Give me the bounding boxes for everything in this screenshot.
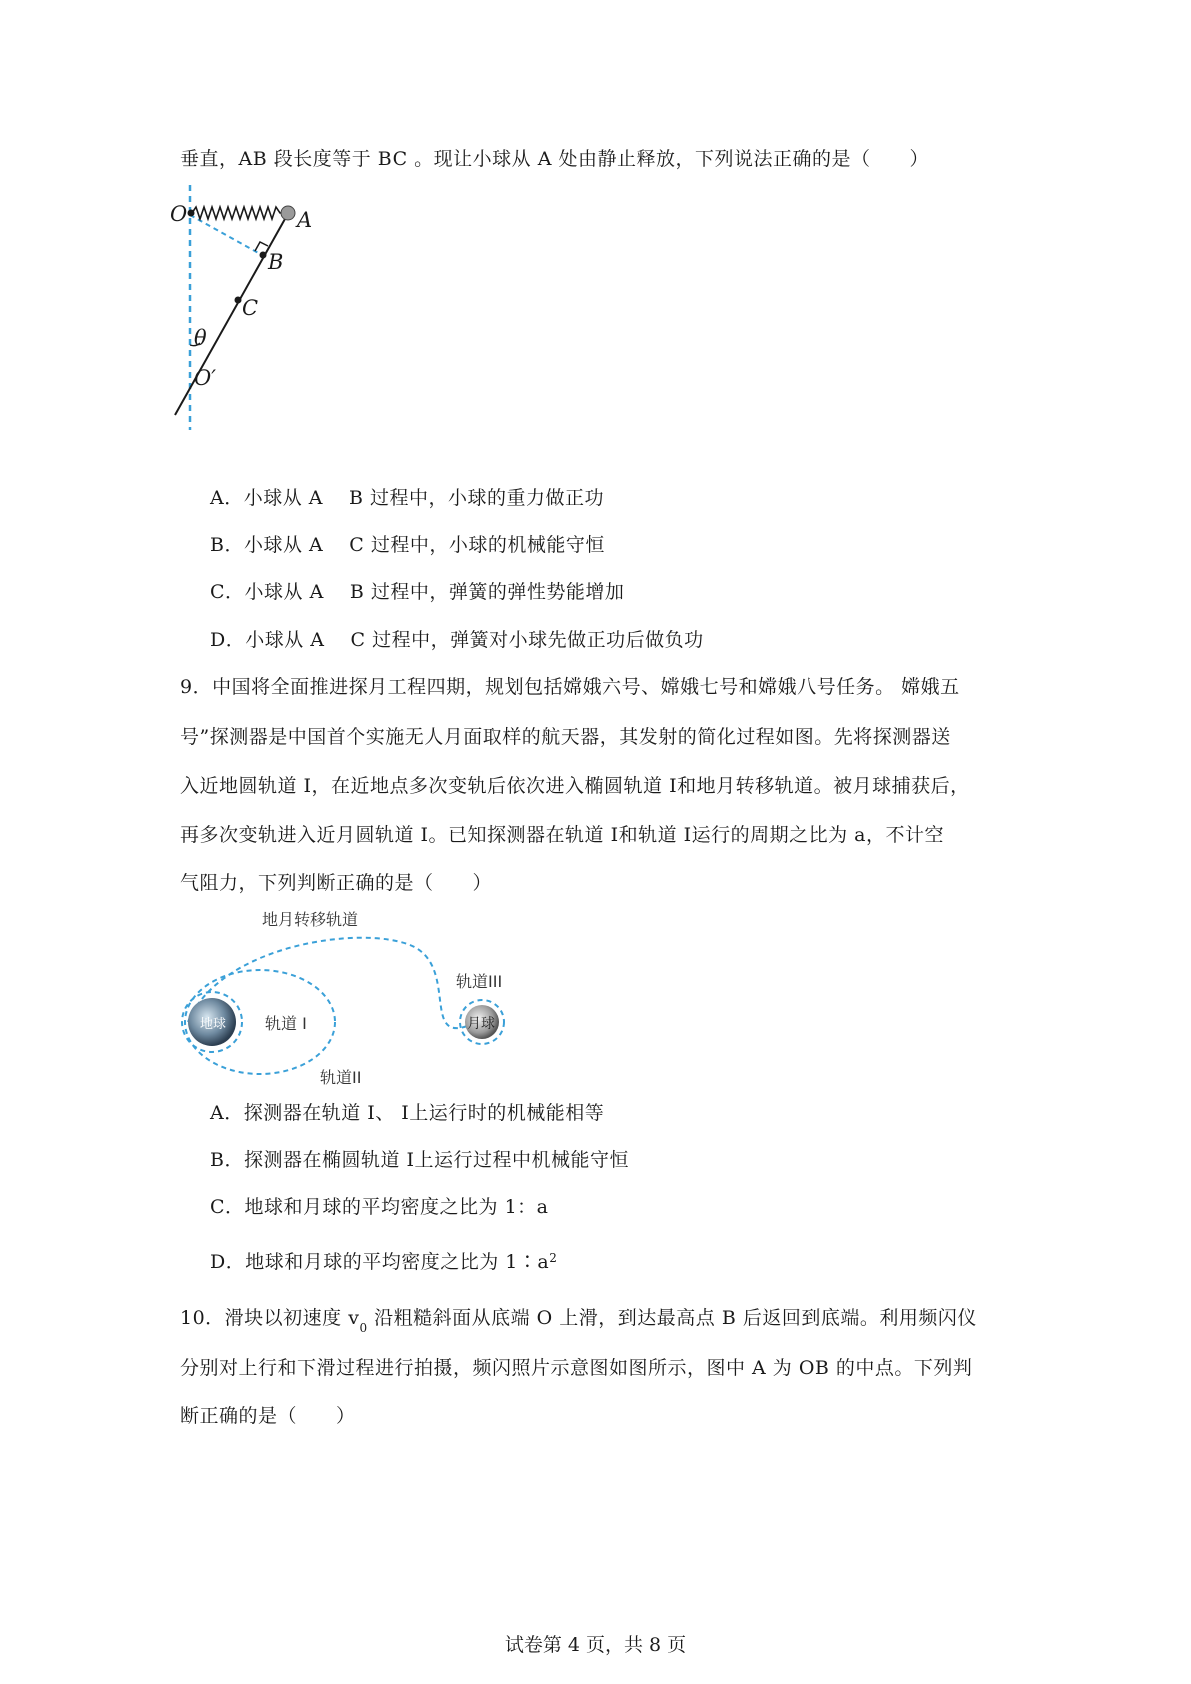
ball-a <box>281 206 295 220</box>
q8-option-c: C．小球从 A B 过程中，弹簧的弹性势能增加 <box>210 581 625 603</box>
q9-option-a: A．探测器在轨道 I、 I上运行时的机械能相等 <box>210 1102 605 1124</box>
q9-option-d-exponent: 2 <box>549 1251 558 1265</box>
transfer-orbit-label: 地月转移轨道 <box>262 910 359 929</box>
q8-option-d: D．小球从 A C 过程中，弹簧对小球先做正功后做负功 <box>210 629 704 651</box>
point-b <box>260 252 267 259</box>
q9-line-3: 入近地圆轨道 I，在近地点多次变轨后依次进入椭圆轨道 I和地月转移轨道。被月球捕获后， <box>180 775 970 797</box>
moon-label: 月球 <box>467 1016 495 1032</box>
page-footer: 试卷第 4 页，共 8 页 <box>504 1634 687 1656</box>
q8-option-a: A．小球从 A B 过程中，小球的重力做正功 <box>210 487 605 509</box>
earth-label: 地球 <box>200 1017 227 1032</box>
q9-option-d <box>210 1249 557 1277</box>
point-o <box>188 210 195 217</box>
q9-option-b: B．探测器在椭圆轨道 I上运行过程中机械能守恒 <box>210 1149 630 1171</box>
q9-line-5: 气阻力，下列判断正确的是（ ） <box>180 872 493 894</box>
label-c: C <box>242 296 259 320</box>
point-c <box>235 297 242 304</box>
q8-intro: 垂直，AB 段长度等于 BC 。现让小球从 A 处由静止释放，下列说法正确的是（ ） <box>180 148 929 170</box>
q10-line-1-suffix: 沿粗糙斜面从底端 O 上滑，到达最高点 B 后返回到底端。利用频闪仪 <box>367 1307 977 1329</box>
spring <box>192 207 286 219</box>
q8-spring-figure <box>170 185 330 435</box>
q9-line-2: 号”探测器是中国首个实施无人月面取样的航天器，其发射的简化过程如图。先将探测器送 <box>180 726 951 748</box>
label-theta: θ <box>194 326 207 350</box>
q9-option-d-text: D．地球和月球的平均密度之比为 1∶a <box>210 1251 550 1273</box>
q10-line-1-prefix: 10．滑块以初速度 v <box>180 1307 360 1329</box>
label-b: B <box>268 250 284 274</box>
q9-line-1: 9．中国将全面推进探月工程四期，规划包括嫦娥六号、嫦娥七号和嫦娥八号任务。 嫦娥五 <box>180 676 960 698</box>
orbit-3-label: 轨道III <box>456 972 503 991</box>
label-o: O <box>170 202 188 226</box>
right-angle-marker <box>255 242 268 251</box>
q10-line-3: 断正确的是（ ） <box>180 1405 356 1427</box>
label-a: A <box>297 208 313 232</box>
q10-line-1 <box>180 1305 977 1333</box>
q9-option-c: C．地球和月球的平均密度之比为 1：a <box>210 1196 549 1218</box>
incline-rod <box>175 210 290 415</box>
q9-line-4: 再多次变轨进入近月圆轨道 I。已知探测器在轨道 I和轨道 I运行的周期之比为 a，不计空 <box>180 824 945 846</box>
orbit-2-label: 轨道II <box>320 1068 362 1085</box>
q9-orbit-figure <box>180 905 560 1085</box>
q10-v0-subscript: 0 <box>359 1321 368 1335</box>
orbit-1-label: 轨道 I <box>265 1014 307 1033</box>
q10-line-2: 分别对上行和下滑过程进行拍摄，频闪照片示意图如图所示，图中 A 为 OB 的中点。下列判 <box>180 1357 973 1379</box>
ob-dashed-line <box>190 215 262 255</box>
label-o-prime: O′ <box>194 366 216 390</box>
q8-option-b: B．小球从 A C 过程中，小球的机械能守恒 <box>210 534 605 556</box>
